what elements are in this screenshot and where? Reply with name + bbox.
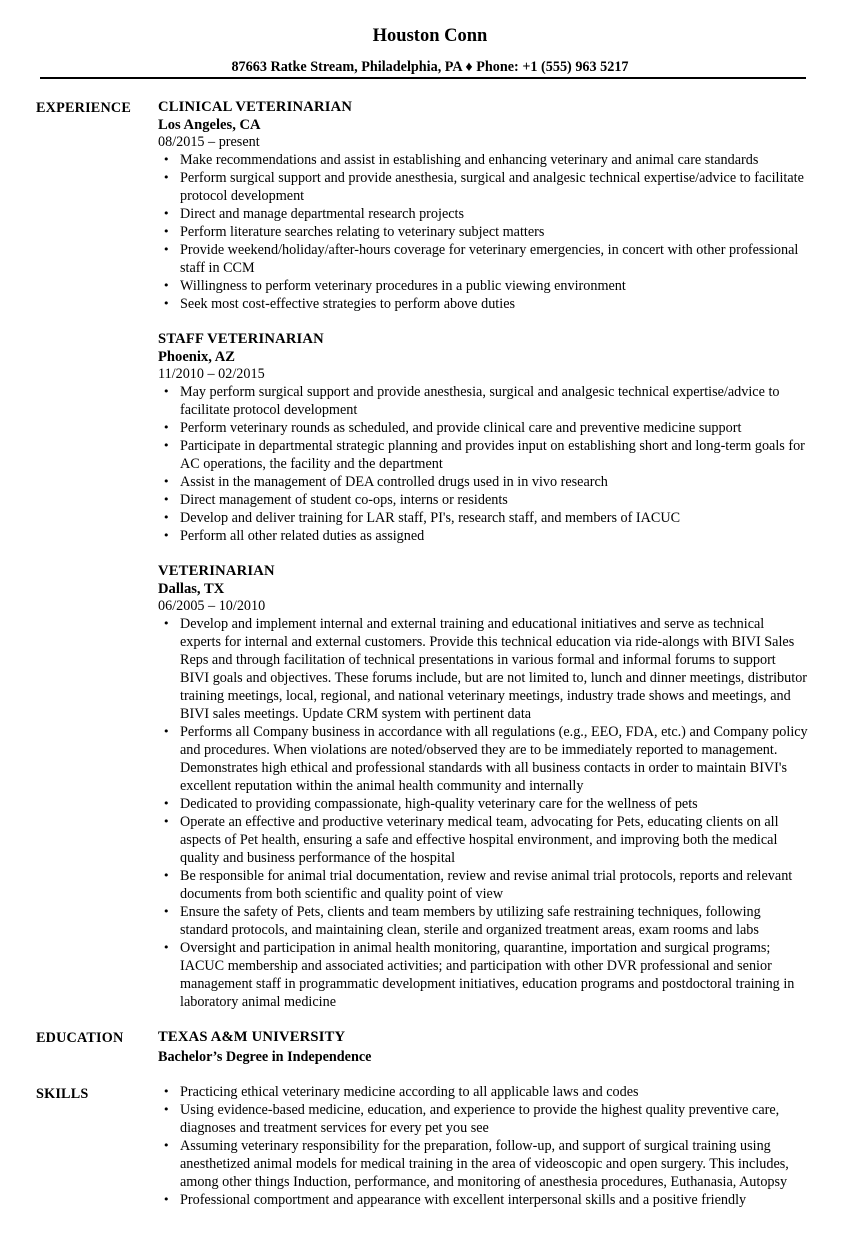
- job-location: Phoenix, AZ: [158, 349, 236, 365]
- list-item: • Oversight and participation in animal health monitoring, quarantine, importation and surgical programs; IACUC membership and associated activities; and participation with other DVR professional and senior management staff in programmatic development initiatives, education programs and postdoctoral training in laboratory animal medicine: [180, 939, 808, 1011]
- school-name: TEXAS A&M UNIVERSITY: [158, 1029, 346, 1045]
- skills-section: [0, 1083, 860, 1209]
- list-item: • Perform surgical support and provide anesthesia, surgical and analgesic technical expertise/advice to facilitate protocol development: [180, 169, 808, 205]
- list-item: • Perform all other related duties as assigned: [180, 527, 808, 545]
- job-location: Los Angeles, CA: [158, 117, 261, 133]
- job-duties-list: [158, 615, 808, 1011]
- list-item: • Perform literature searches relating to veterinary subject matters: [180, 223, 808, 241]
- resume-content: [0, 97, 860, 1209]
- job-dates: 08/2015 – present: [158, 134, 260, 150]
- section-label-skills: SKILLS: [36, 1086, 89, 1102]
- job-dates: 11/2010 – 02/2015: [158, 366, 265, 382]
- list-item: • Using evidence-based medicine, education, and experience to provide the highest quality preventive care, diagnoses and treatment services for every pet you see: [180, 1101, 808, 1137]
- section-label-experience: EXPERIENCE: [36, 100, 132, 116]
- list-item: • Make recommendations and assist in establishing and enhancing veterinary and animal care standards: [180, 151, 808, 169]
- list-item: • Professional comportment and appearance with excellent interpersonal skills and a positive friendly: [180, 1191, 808, 1209]
- list-item: • Direct and manage departmental research projects: [180, 205, 808, 223]
- job-entry: [158, 561, 808, 1011]
- job-duties-list: [158, 383, 808, 545]
- job-duties-list: [158, 151, 808, 313]
- list-item: • Operate an effective and productive veterinary medical team, advocating for Pets, educating clients on all aspects of Pet health, ensuring a safe and effective hospital environment, and improving both the medical quality and business performance of the hospital: [180, 813, 808, 867]
- contact-line: 87663 Ratke Stream, Philadelphia, PA ♦ Phone: +1 (555) 963 5217: [231, 59, 629, 75]
- list-item: • Provide weekend/holiday/after-hours coverage for veterinary emergencies, in concert with other professional staff in CCM: [180, 241, 808, 277]
- list-item: • Dedicated to providing compassionate, high-quality veterinary care for the wellness of pets: [180, 795, 808, 813]
- list-item: • Willingness to perform veterinary procedures in a public viewing environment: [180, 277, 808, 295]
- candidate-name: Houston Conn: [372, 26, 488, 46]
- list-item: • Develop and deliver training for LAR staff, PI's, research staff, and members of IACUC: [180, 509, 808, 527]
- job-title: VETERINARIAN: [158, 563, 275, 579]
- list-item: • May perform surgical support and provide anesthesia, surgical and analgesic technical expertise/advice to facilitate protocol development: [180, 383, 808, 419]
- list-item: • Develop and implement internal and external training and educational initiatives and serve as technical experts for internal and external customers. Provide this technical education via ride-alongs with BIVI Sales Reps and through facilitation of technical presentations in various formal and informal forums to support BIVI goals and objectives. These forums include, but are not limited to, lunch and dinner meetings, distributor training meetings, local, regional, and national veterinary meetings, industry trade shows and meetings, and BIVI sales meetings. Update CRM system with pertinent data: [180, 615, 808, 723]
- list-item: • Be responsible for animal trial documentation, review and revise animal trial protocols, reports and relevant documents from both scientific and quality point of view: [180, 867, 808, 903]
- job-title: CLINICAL VETERINARIAN: [158, 99, 353, 115]
- job-location: Dallas, TX: [158, 581, 225, 597]
- list-item: • Direct management of student co-ops, interns or residents: [180, 491, 808, 509]
- list-item: • Performs all Company business in accordance with all regulations (e.g., EEO, FDA, etc.) and Company policy and procedures. When violations are noted/observed they are to be immediately reported to management. Demonstrates high ethical and professional standards with all business contacts in order to maintain BIVI's excellent reputation within the animal health community and internally: [180, 723, 808, 795]
- list-item: • Participate in departmental strategic planning and provides input on establishing short and long-term goals for AC operations, the facility and the department: [180, 437, 808, 473]
- list-item: • Perform veterinary rounds as scheduled, and provide clinical care and preventive medicine support: [180, 419, 808, 437]
- list-item: • Seek most cost-effective strategies to perform above duties: [180, 295, 808, 313]
- skills-body: [158, 1083, 808, 1209]
- education-section: [0, 1027, 860, 1083]
- degree: Bachelor’s Degree in Independence: [158, 1049, 372, 1065]
- job-dates: 06/2005 – 10/2010: [158, 598, 266, 614]
- list-item: • Assist in the management of DEA controlled drugs used in in vivo research: [180, 473, 808, 491]
- list-item: • Assuming veterinary responsibility for the preparation, follow-up, and support of surgical training using anesthetized animal models for medical training in the area of videoscopic and open surgery. This includes, among other things Induction, performance, and monitoring of anesthesia procedures, Euthanasia, Autopsy: [180, 1137, 808, 1191]
- education-body: [158, 1027, 808, 1083]
- job-entry: [158, 97, 808, 313]
- experience-section: [0, 97, 860, 1011]
- job-title: STAFF VETERINARIAN: [158, 331, 324, 347]
- skills-list: [158, 1083, 808, 1209]
- section-label-education: EDUCATION: [36, 1030, 124, 1046]
- list-item: • Ensure the safety of Pets, clients and team members by utilizing safe restraining techniques, following standard protocols, and maintaining clean, sterile and organized treatment areas, exam rooms and labs: [180, 903, 808, 939]
- header-divider: [40, 77, 806, 79]
- experience-body: [158, 97, 808, 1011]
- list-item: • Practicing ethical veterinary medicine according to all applicable laws and codes: [180, 1083, 808, 1101]
- job-entry: [158, 329, 808, 545]
